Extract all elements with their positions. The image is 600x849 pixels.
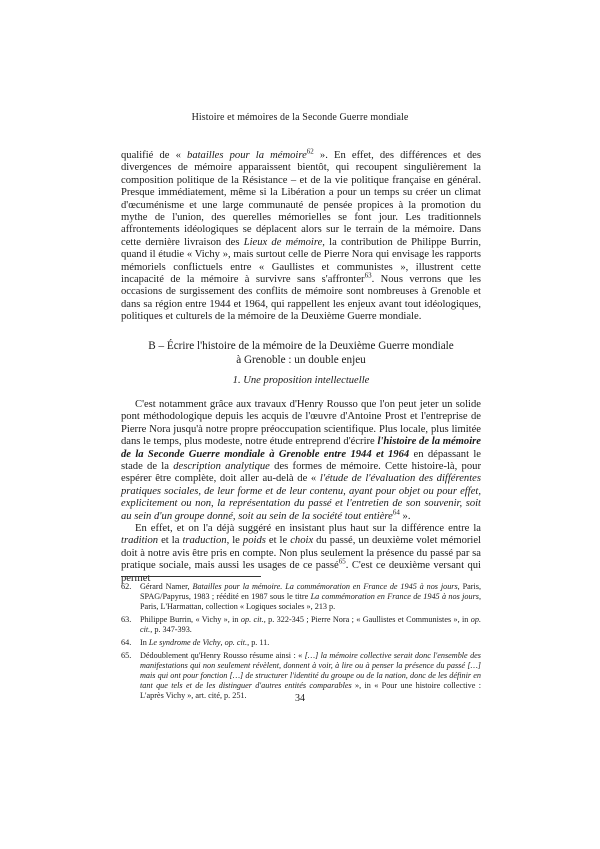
footnote-ref: 62	[306, 147, 314, 156]
footnotes	[121, 582, 481, 704]
footnote-ref: 63	[364, 271, 372, 280]
footnote-text: Gérard Namer, Batailles pour la mémoire. La commémoration en France de 1945 à nos jours, Paris, SPAG/Papyrus, 1983 ; réédité en 1987 sous le titre La commémoration en France de 1945 à nos jours, Paris, L'Harmattan, collection « Logiques sociales », 213 p.	[140, 582, 481, 611]
footnote	[121, 615, 481, 635]
section-heading	[121, 340, 481, 367]
footnote-number: 64.	[121, 638, 132, 647]
sub-heading: 1. Une proposition intellectuelle	[232, 375, 370, 386]
paragraph-text: qualifié de « batailles pour la mémoire$^{62}$ ». En effet, des différences et des divergences de mémoire apparaissent bientôt, qui recoupent singulièrement la composition politique de la Résistance – et de la vie politique française en général. Presque immédiatement, même si la Libération a pour un temps su créer un climat d'œcuménisme et une large communauté de pensée propices à la promotion du mythe de l'union, des querelles mémorielles se font jour. Les traditionnels affrontements idéologiques se déplacent alors sur le terrain de la mémoire. Dans cette dernière livraison des Lieux de mémoire, la contribution de Philippe Burrin, quand il étudie « Vichy », mais surtout celle de Pierre Nora qui envisage les rapports mémoriels conflictuels entre « Gaullistes et communistes », illustrent cette incapacité de la mémoire à survivre sans s'affronter$^{63}$. Nous verrons que les occasions de surgissement des conflits de mémoire sont nombreuses à Grenoble et dans sa région entre 1944 et 1964, qui rappellent les enjeux avant tout idéologiques, politiques et culturels de la mémoire de la Deuxième Guerre mondiale.	[121, 147, 481, 323]
body-paragraph-2	[121, 399, 481, 585]
footnote-number: 62.	[121, 582, 132, 591]
running-head: Histoire et mémoires de la Seconde Guerre mondiale	[191, 112, 409, 123]
section-heading-line-2: à Grenoble : un double enjeu	[236, 353, 366, 366]
page-number: 34	[295, 693, 305, 704]
body-paragraph-1	[121, 147, 481, 324]
footnote-ref: 65	[338, 557, 346, 566]
footnote-text: Philippe Burrin, « Vichy », in op. cit., p. 322-345 ; Pierre Nora ; « Gaullistes et Communistes », in op. cit., p. 347-393.	[140, 615, 482, 634]
section-heading-line-1: B – Écrire l'histoire de la mémoire de la Deuxième Guerre mondiale	[148, 340, 454, 352]
paragraph-text: C'est notamment grâce aux travaux d'Henry Rousso que l'on peut jeter un solide pont méthodologique depuis les acquis de l'œuvre d'Antoine Prost et l'entreprise de Pierre Nora jusqu'à notre propre préoccupation scientifique. Plus locale, plus limitée dans le temps, plus modeste, notre étude entreprend d'écrire l'histoire de la mémoire de la Seconde Guerre mondiale à Grenoble entre 1944 et 1964 en dépassant le stade de la description analytique des formes de mémoire. Cette histoire-là, pour espérer être complète, doit aller au-delà de « l'étude de l'évaluation des différentes pratiques sociales, de leur forme et de leur contenu, ayant pour objet ou pour effet, explicitement ou non, la représentation du passé et l'entretien de son souvenir, soit au sein d'un groupe donné, soit au sein de la société tout entière$^{64}$ ».	[121, 399, 482, 522]
paragraph-text: En effet, et on l'a déjà suggéré en insistant plus haut sur la différence entre la tradition et la traduction, le poids et le choix du passé, un deuxième volet mémoriel doit à notre avis être pris en compte. Non plus seulement la présence du passé par sa pratique sociale, mais aussi les usages de ce passé$^{65}$. C'est ce deuxième versant qui permet	[121, 523, 481, 584]
footnote	[121, 638, 481, 648]
footnote-ref: 64	[392, 508, 400, 517]
footnote	[121, 582, 481, 612]
footnote-number: 65.	[121, 651, 132, 660]
footnote-text: Dédoublement qu'Henry Rousso résume ainsi : « […] la mémoire collective serait donc l'ensemble des manifestations qui non seulement révèlent, donnent à voir, à lire ou à penser la présence du passé […] mais qui ont pour fonction […] de structurer l'identité du groupe ou de la nation, donc de les définir en tant que tels et de les distinguer d'autres entités comparables », in « Pour une histoire collective : L'après Vichy », art. cité, p. 251.	[140, 651, 481, 700]
footnote-text: In Le syndrome de Vichy, op. cit., p. 11.	[140, 638, 270, 647]
footnote-number: 63.	[121, 615, 132, 624]
footnote-divider	[121, 576, 261, 577]
